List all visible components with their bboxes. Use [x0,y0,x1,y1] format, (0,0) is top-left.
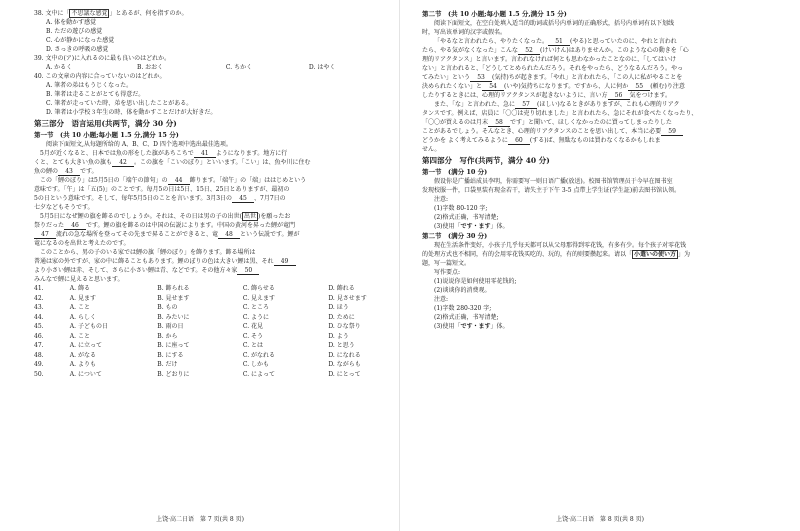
passage-line: みんなで鯉に見えると思います。 [34,276,124,283]
passage-line: このことから、男の子のいる家では鯉の旗「鯉のぼり」を飾ります。飾る場所は [40,249,256,256]
answer-row-43: 43. A. こと B. もの C. ところ D. ほう [34,304,349,311]
blank-57[interactable]: 57 [515,101,537,109]
passage-line: 47 流れの急な場所を登ってその先まで昇ることができると、竜 48 という伝説です。鯉が [34,230,388,239]
option-40c: C. 筆者が走っていた時、弟を思い出したことがある。 [46,100,193,107]
part4-heading: 第四部分 写作(共两节，满分 40 分) [422,156,550,165]
passage-line: 意味です。「午」は「五(5)」のことです。毎月5の日は5日、15日、25日とありますが、最初の [34,186,290,193]
passage-line: たら、やる気がなくなった」こんな 52 (けいけん)はありませんか。このような心の動きを「心 [422,47,689,54]
blank-44[interactable]: 44 [168,177,190,185]
section2-heading: 第二节 (共 10 小题;每小题 1.5 分,满分 15 分) [422,10,567,18]
option-40a: A. 筆者の弟はもうじくなった。 [46,82,133,89]
writing1-note-label: 注意: [434,196,449,203]
passage-line: 5の日という意味です。そして、毎年5月5日のことを言います。3月3日の 45 、7月7日の [34,195,286,202]
writing2-points-label: 写作要点: [434,269,461,276]
writing-section2-heading: 第二节 (满分 30 分) [422,232,488,240]
section2-instruction-cont: 时，写出该单词的汉字或假名。 [422,29,507,36]
passage-line: くと、とても大きい魚の旗も 42 。この旗を「こいのぼり」といいます。「こい」は、魚や川に住む [34,159,311,166]
option-39a: A. かるく [46,64,73,71]
passage-line: 理的リアクタンス」と言います。言われなければ何とも思わなかったことなのに、「してはいけ [422,56,677,63]
passage-line: 「やるなと言われたら、やりたくなった。 51 (やる)と思っていたのに、やれと言われ [434,38,677,45]
blank-41[interactable]: 41 [194,150,216,158]
option-39b: B. おおく [136,64,164,71]
option-38d: D. さっきの呼吸の感覚 [46,46,109,53]
section2-instruction: 阅读下面短文，在空白处填入适当的助词或括号内单词的正确形式，括号内单词有以下划线 [434,20,675,27]
option-38b: B. ただの遊びの感覚 [46,28,103,35]
writing1-note: (2)格式正确，书写清楚; [434,214,499,221]
blank-51[interactable]: 51 [548,38,570,46]
passage-line: ない」と言われると、「どうしてとめられたんだろう。それをやったら、どうなるんだろう。やっ [422,65,684,72]
blank-47[interactable]: 47 [34,231,56,239]
answer-options [34,284,388,379]
section1-heading: 第一节 (共 10 小题;每小题 1.5 分,满分 15 分) [34,131,179,139]
blank-53[interactable]: 53 [470,74,492,82]
writing2-point: (1)说说你是如何使用零花钱的; [434,278,517,285]
passage-line: 5月5日になぜ鯉の旗を飾るのでしょうか。それは、その日は男の子の出世( 出世 )を願ったお [40,213,291,220]
question-38-stem: 38. 文中に「 不思議な感覚 」とあるが、何を指すのか。 [34,10,188,17]
writing1-prompt: 假设你是广播站成员李明，你需要写一则日语广播(放送)。校图书馆管理员于今早在图书室 [434,178,673,185]
blank-50[interactable]: 50 [237,267,259,275]
passage-line: 「〇〇が買えるのは月末 58 です」と聞いて、ほしくなかったのに買ってしまったりした [422,119,672,126]
answer-row-50: 50. A. について B. どおりに C. によって D. にとって [34,370,361,378]
blank-43[interactable]: 43 [58,168,80,176]
blank-46[interactable]: 46 [64,222,86,230]
blank-52[interactable]: 52 [518,47,540,55]
option-38a: A. 体を動かす感覚 [46,19,97,26]
writing2-note: (1)字数 280-320 字; [434,305,492,312]
writing-section1-heading: 第一节 (满分 10 分) [422,168,488,176]
blank-42[interactable]: 42 [112,159,134,167]
passage-line: したりするときには、心理的リアクタンスが起きないように、言い方 56 気をつけます。 [422,92,672,99]
part3-heading: 第三部分 语言运用(共两节，满分 30 分) [34,119,177,128]
passage-line: 祭りだった 46 です。鯉の旗を飾るのは中国の伝説によります。中国の黄河を昇った鯉が竜門 [34,222,296,229]
passage-line: ことがあるでしょう。そんなとき、心理的リアクタンスのことを思い出して、本当に必要 59 [422,127,776,136]
passage-line: より小さい鯉は赤、そして、さらに小さい鯉は青、などです。その他方々家 50 [34,266,388,275]
option-39d: D. はやく [308,64,336,71]
page-footer-left: 上饶·高二日语 第 7 页(共 8 页) [156,516,244,523]
writing2-prompt-cont: 题，写一篇短文。 [422,260,471,267]
passage-line: 決められたくない」と 54 (いや)気持ちになります。ですから、人に何か 55 (頼む)り注意 [422,83,685,90]
option-38c: C. 心が静かになった感覚 [46,37,115,44]
writing2-note-label: 注意: [434,296,449,303]
passage-line: 5月が近くなると、日本では魚の形をした旗があちこちで 41 ようになります。地方に行 [40,150,288,157]
blank-54[interactable]: 54 [482,83,504,91]
option-40d: D. 筆者は小学校３年生の時、体を動かすことだけが大好きだ。 [46,109,217,116]
writing2-point: (2)谈谈你的消费观。 [434,287,491,294]
answer-row-49: 49. A. よりも B. だけ C. しかも D. ながらも [34,361,361,368]
answer-row-46: 46. A. こと B. から C. そう D. よう [34,332,349,340]
blank-59[interactable]: 59 [661,128,683,136]
blank-55[interactable]: 55 [628,83,650,91]
blank-58[interactable]: 58 [488,119,510,127]
underlined-phrase: 不思議な感覚 [71,10,108,17]
writing1-note: (1)字数 80-120 字; [434,205,488,212]
answer-row-44: 44. A. らしく B. みたいに C. ように D. ために [34,313,355,321]
blank-60[interactable]: 60 [508,137,530,145]
passage-line: また、「な」と言われた、急に 57 (ほしい)なるときがありますが、これも心理的リアク [434,101,680,108]
writing1-note: (3)使用「です・ます」体。 [434,223,509,230]
option-39c: C. ちかく [225,64,253,71]
writing2-note: (3)使用「です・ます」体。 [434,323,509,330]
right-page [400,0,800,531]
option-40b: B. 筆者は走ることがとても得意だ。 [46,91,145,98]
answer-row-47: 47. A. に立って B. に座って C. とは D. と思う [34,342,355,349]
essay-title-box: 小遣いの使い方 [634,251,677,258]
passage-line: 七夕などもそうです。 [34,204,94,211]
answer-row-48: 48. A. がなる B. にする C. がなれる D. になれる [34,351,361,359]
passage-line: この「鯉のぼり」は5月5日の「端午の節句」の 44 飾ります。「端午」の「端」ははじめという [40,177,307,184]
passage-line: てみたい」という 53 (気持)ちが起きます。「やれ」と言われたら、「この人に私がやることを [422,74,683,81]
passage-line: 普通は家の外ですが、家の中に飾ることもあります。鯉のぼりの色は大きい鯉は黒、それ 49 [34,257,388,266]
writing2-note: (2)格式正确，书写清楚; [434,314,499,321]
blank-56[interactable]: 56 [608,92,630,100]
blank-48[interactable]: 48 [218,231,240,239]
answer-row-42: 42. A. 見ます B. 見せます C. 見えます D. 見させます [34,294,367,302]
question-39-options [34,63,388,72]
passage-line: 魚の鯉の 43 です。 [34,168,98,175]
writing2-prompt-cont: 的处理方式也不相同，有的会用零花钱买吃的、玩的，有的则要攒起来。请以「 小遣いの使い方 」为 [422,251,691,258]
question-39-stem: 39. 文中の(ア)に入れるのに最も良いのはどれか。 [34,55,171,62]
writing2-prompt: 现在生活条件变好，小孩子几乎每天都可以从父母那得到零花钱，有多有少。每个孩子对零花钱 [434,242,687,249]
passage-line: タンスです。例えば、店員に「〇〇は売り切れました」と言われたら、急にそれが食べたくなったり、 [422,110,698,117]
writing1-prompt-cont: 发现校服一件，口袋里装有现金若干，请失主于下午 3-5 点带上学生证(学生証)前去图书馆认领。 [422,187,681,194]
passage-line: どうかを よく考えてみるように 60 (する)ば、無駄なものは買わなくなるかもしれま [422,137,661,144]
page-footer-right: 上饶·高二日语 第 8 页(共 8 页) [556,516,644,523]
answer-row-45: 45. A. 子どもの日 B. 雨の日 C. 花見 D. ひな祭り [34,323,361,330]
section1-instruction: 阅读下面短文,从每题所给的 A、B、C、D 四个选项中选出最佳选项。 [46,141,232,148]
answer-row-41: 41. A. 飾る B. 飾られる C. 飾らせる D. 飾れる [34,285,355,292]
blank-45[interactable]: 45 [232,195,254,203]
blank-49[interactable]: 49 [274,258,296,266]
passage-line: せん。 [422,146,441,153]
passage-line: 竜になるのを出世と考えたのです。 [34,240,130,247]
question-40-stem: 40. この文章の内容に合っていないのはどれか。 [34,73,166,80]
